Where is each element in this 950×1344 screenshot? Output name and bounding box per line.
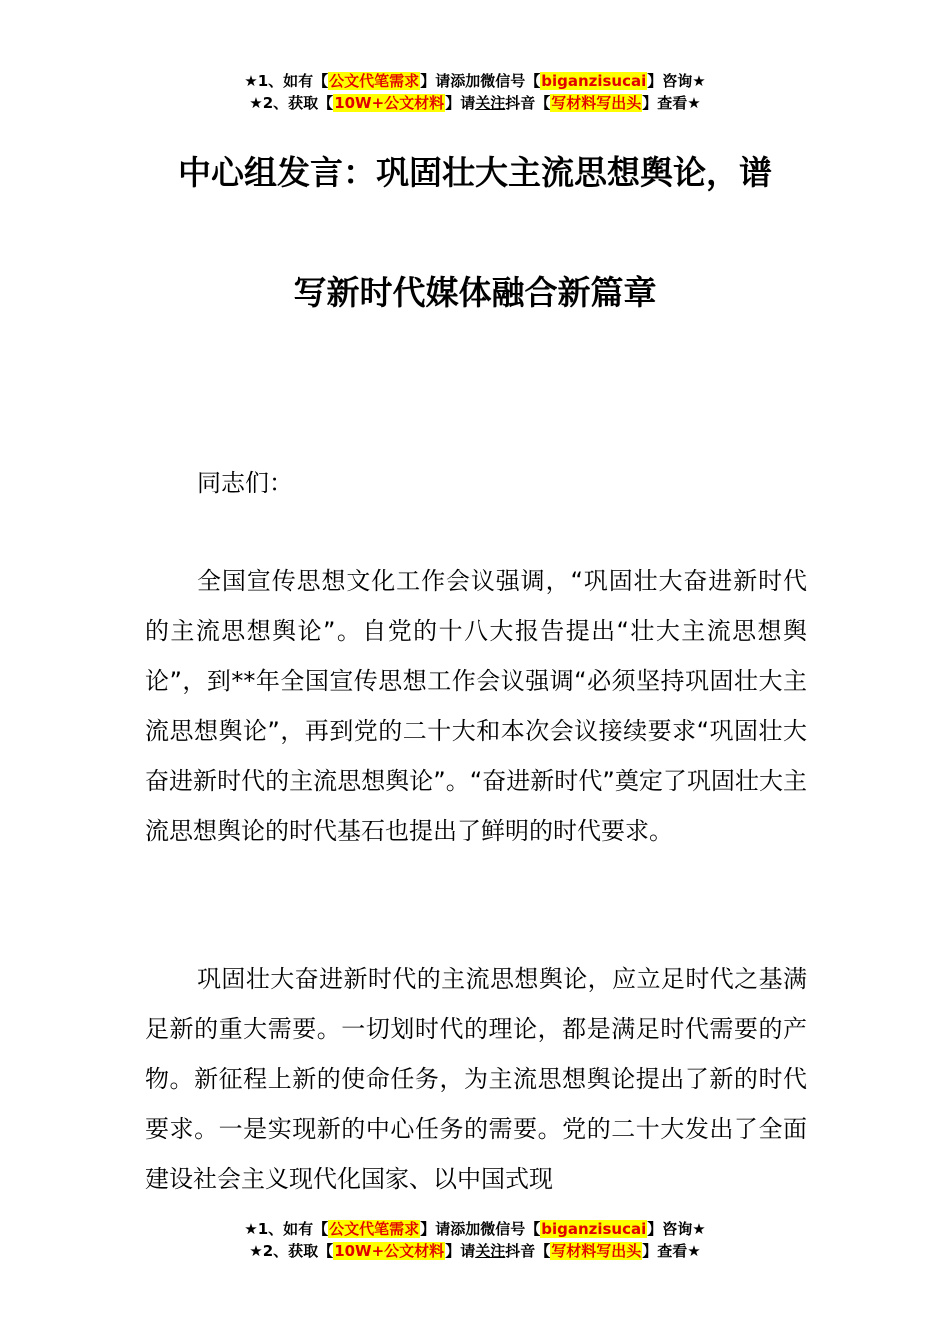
header-promo-banner <box>0 70 950 114</box>
promo-wechat-id: biganzisucai <box>541 72 647 90</box>
promo-text: 】请添加微信号【 <box>420 1220 541 1238</box>
promo-line-1 <box>0 1218 950 1240</box>
promo-line-2 <box>0 1240 950 1262</box>
footer-promo-banner <box>0 1218 950 1262</box>
document-title-line-2: 写新时代媒体融合新篇章 <box>293 273 657 312</box>
promo-highlight: 10W+公文材料 <box>334 94 445 112</box>
promo-text: 抖音【 <box>505 94 551 112</box>
promo-text: 】请添加微信号【 <box>420 72 541 90</box>
promo-text: 】请 <box>445 1242 476 1260</box>
paragraph-1: 全国宣传思想文化工作会议强调，“巩固壮大奋进新时代的主流思想舆论”。自党的十八大报告提出“壮大主流思想舆论”，到**年全国宣传思想工作会议强调“必须坚持巩固壮大主流思想舆论”，再到党的二十大和本次会议接续要求“巩固壮大奋进新时代的主流思想舆论”。“奋进新时代”奠定了巩固壮大主流思想舆论的时代基石也提出了鲜明的时代要求。 <box>145 567 807 845</box>
promo-text: ★2、获取【 <box>249 94 334 112</box>
promo-text: 抖音【 <box>505 1242 551 1260</box>
promo-line-2 <box>0 92 950 114</box>
promo-underline: 关注 <box>475 1242 506 1260</box>
promo-highlight: 公文代笔需求 <box>329 1220 420 1238</box>
promo-text: 】请 <box>445 94 476 112</box>
promo-wechat-id: biganzisucai <box>541 1220 647 1238</box>
document-title-line-1: 中心组发言：巩固壮大主流思想舆论，谱 <box>178 153 772 192</box>
promo-underline: 关注 <box>475 94 506 112</box>
greeting: 同志们： <box>197 469 293 497</box>
promo-highlight: 写材料写出头 <box>551 1242 642 1260</box>
promo-text: ★2、获取【 <box>249 1242 334 1260</box>
promo-text: ★1、如有【 <box>244 72 329 90</box>
promo-text: ★1、如有【 <box>244 1220 329 1238</box>
promo-highlight: 10W+公文材料 <box>334 1242 445 1260</box>
promo-text: 】查看★ <box>642 1242 701 1260</box>
promo-text: 】查看★ <box>642 94 701 112</box>
paragraph-2: 巩固壮大奋进新时代的主流思想舆论，应立足时代之基满足新的重大需要。一切划时代的理论，都是满足时代需要的产物。新征程上新的使命任务，为主流思想舆论提出了新的时代要求。一是实现新的中心任务的需要。党的二十大发出了全面建设社会主义现代化国家、以中国式现 <box>145 965 807 1193</box>
promo-line-1 <box>0 70 950 92</box>
promo-text: 】咨询★ <box>647 1220 706 1238</box>
promo-highlight: 公文代笔需求 <box>329 72 420 90</box>
promo-text: 】咨询★ <box>647 72 706 90</box>
promo-highlight: 写材料写出头 <box>551 94 642 112</box>
